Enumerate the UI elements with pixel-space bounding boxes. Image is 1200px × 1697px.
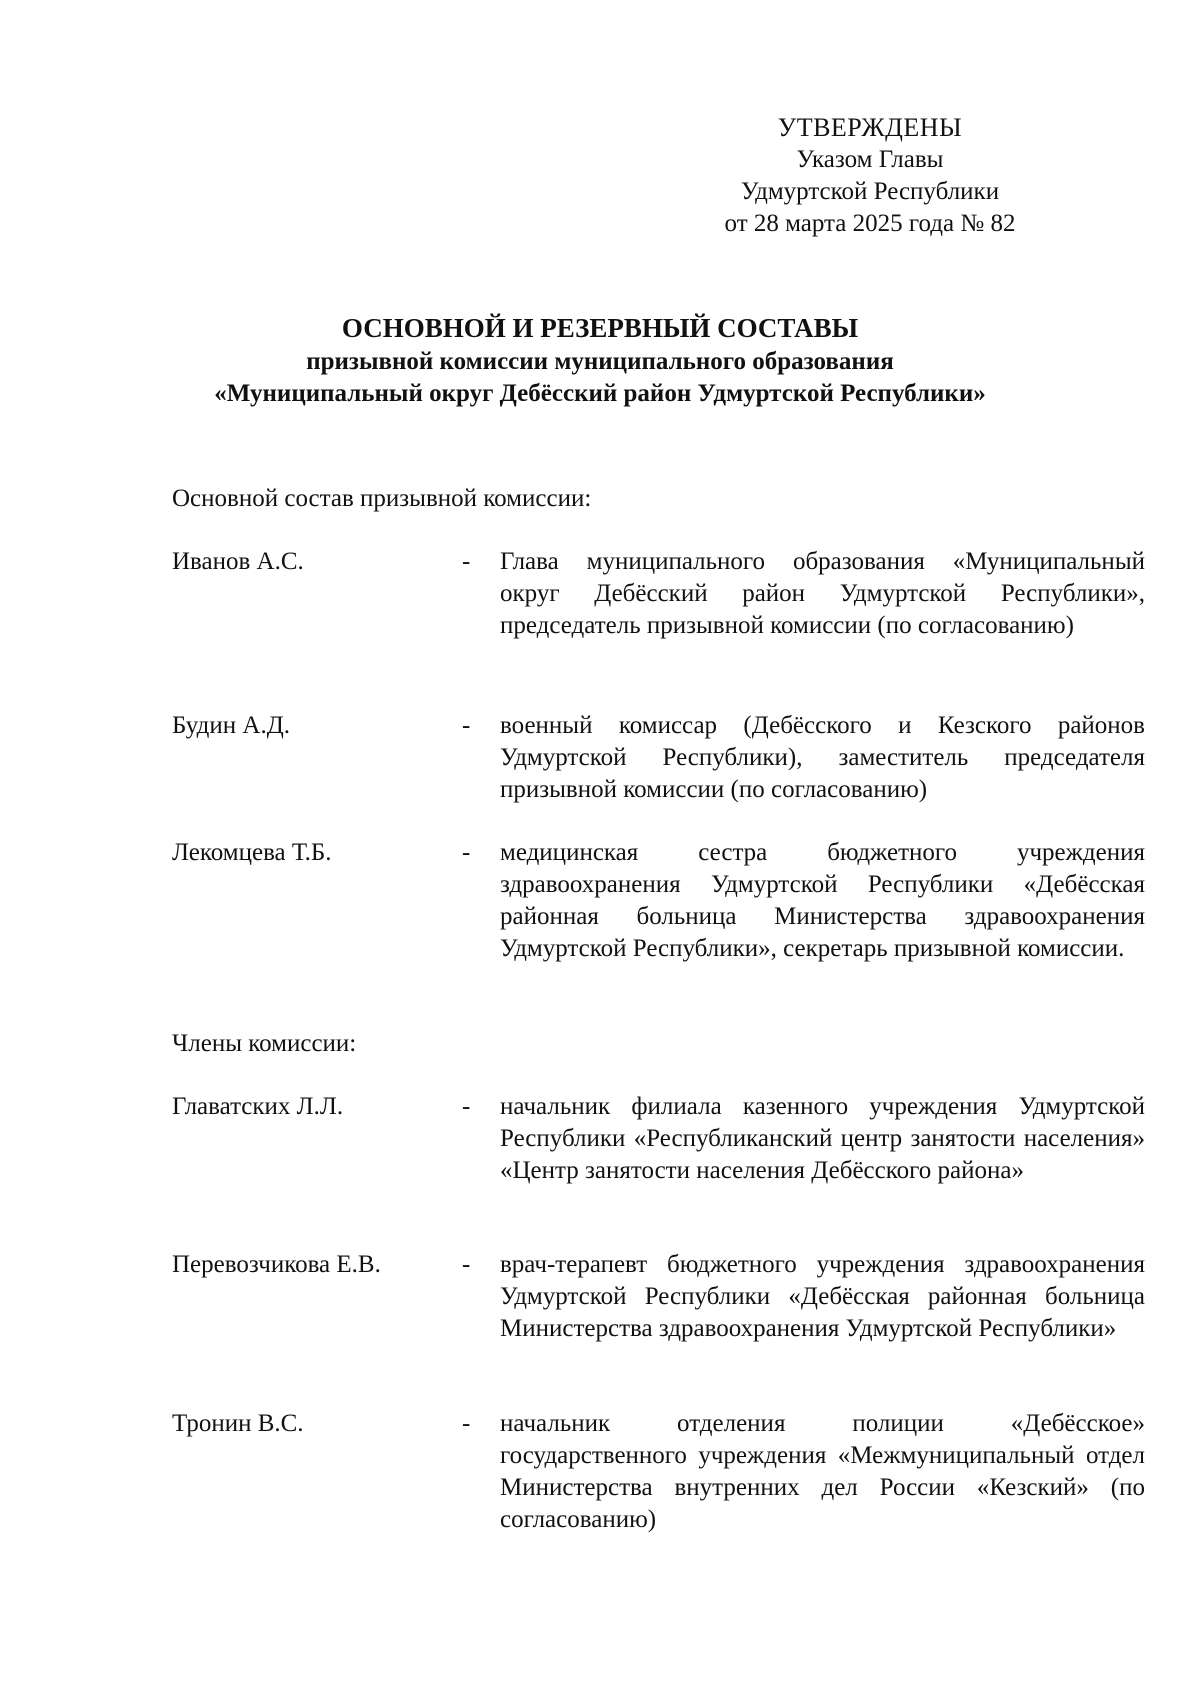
member-description: врач-терапевт бюджетного учреждения здравоохранения Удмуртской Республики «Дебёсская районная больница Министерства здравоохранения Удмуртской Республики» [500, 1251, 1145, 1342]
member-dash: - [462, 839, 471, 866]
member-name: Иванов А.С. [172, 548, 304, 575]
member-name: Главатских Л.Л. [172, 1093, 344, 1120]
approval-line-3: от 28 марта 2025 года № 82 [724, 210, 1016, 237]
title-line-2: призывной комиссии муниципального образования [306, 348, 894, 375]
main-section-label: Основной состав призывной комиссии: [172, 485, 592, 512]
approval-stamp [650, 112, 1090, 240]
member-name: Перевозчикова Е.В. [172, 1251, 381, 1278]
member-dash: - [462, 1251, 471, 1278]
member-name: Лекомцева Т.Б. [172, 839, 332, 866]
member-name: Будин А.Д. [172, 712, 290, 739]
member-dash: - [462, 1093, 471, 1120]
member-description: начальник филиала казенного учреждения Удмуртской Республики «Республиканский центр занятости населения» «Центр занятости населения Дебёсского района» [500, 1093, 1145, 1184]
approval-line-2: Удмуртской Республики [740, 178, 1000, 205]
member-description: военный комиссар (Дебёсского и Кезского районов Удмуртской Республики), заместитель председателя призывной комиссии (по согласованию) [500, 712, 1145, 803]
member-description: Глава муниципального образования «Муниципальный округ Дебёсский район Удмуртской Республики», председатель призывной комиссии (по согласованию) [500, 548, 1145, 639]
member-name: Тронин В.С. [172, 1410, 304, 1437]
document-title [0, 310, 1200, 410]
member-dash: - [462, 1410, 471, 1437]
approval-heading: УТВЕРЖДЕНЫ [777, 113, 963, 142]
title-line-3: «Муниципальный округ Дебёсский район Удмуртской Республики» [214, 380, 986, 407]
member-description: медицинская сестра бюджетного учреждения здравоохранения Удмуртской Республики «Дебёсская районная больница Министерства здравоохранения Удмуртской Республики», секретарь призывной комиссии. [500, 839, 1145, 962]
approval-line-1: Указом Главы [796, 146, 944, 173]
member-dash: - [462, 548, 471, 575]
member-dash: - [462, 712, 471, 739]
title-line-1: ОСНОВНОЙ И РЕЗЕРВНЫЙ СОСТАВЫ [341, 313, 859, 343]
members-section-label: Члены комиссии: [172, 1030, 357, 1057]
member-description: начальник отделения полиции «Дебёсское» государственного учреждения «Межмуниципальный отдел Министерства внутренних дел России «Кезский» (по согласованию) [500, 1410, 1145, 1533]
